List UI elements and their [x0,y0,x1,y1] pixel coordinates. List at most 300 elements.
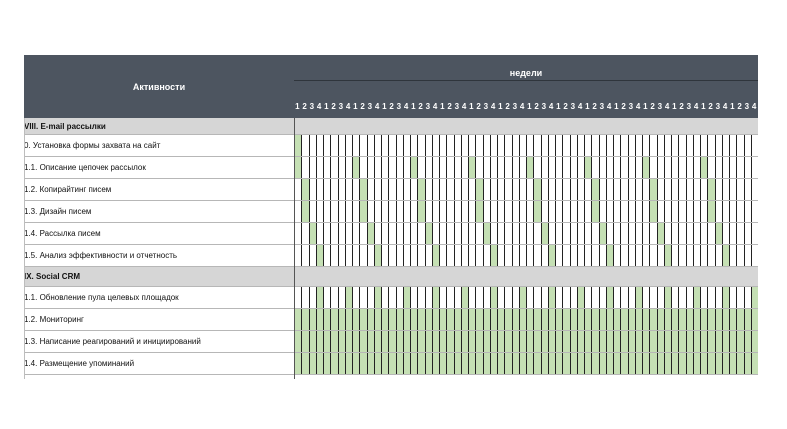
week-cell[interactable] [388,157,395,178]
scheduled-week-cell[interactable] [403,331,410,352]
scheduled-week-cell[interactable] [403,353,410,374]
scheduled-week-cell[interactable] [548,331,555,352]
week-cell[interactable] [475,245,482,266]
scheduled-week-cell[interactable] [729,309,736,330]
week-cell[interactable] [504,135,511,156]
week-cell[interactable] [693,245,700,266]
week-cell[interactable] [301,135,308,156]
week-cell[interactable] [548,201,555,222]
week-cell[interactable] [700,179,707,200]
week-cell[interactable] [446,135,453,156]
scheduled-week-cell[interactable] [577,353,584,374]
activity-row[interactable] [24,309,758,331]
week-cell[interactable] [744,135,751,156]
scheduled-week-cell[interactable] [570,331,577,352]
scheduled-week-cell[interactable] [577,331,584,352]
scheduled-week-cell[interactable] [374,331,381,352]
scheduled-week-cell[interactable] [707,353,714,374]
week-cell[interactable] [396,135,403,156]
scheduled-week-cell[interactable] [526,353,533,374]
scheduled-week-cell[interactable] [541,309,548,330]
week-cell[interactable] [657,201,664,222]
week-cell[interactable] [555,135,562,156]
scheduled-week-cell[interactable] [635,287,642,308]
week-cell[interactable] [620,201,627,222]
week-cell[interactable] [599,135,606,156]
week-cell[interactable] [512,157,519,178]
scheduled-week-cell[interactable] [541,331,548,352]
week-cell[interactable] [570,245,577,266]
scheduled-week-cell[interactable] [606,309,613,330]
week-cell[interactable] [439,287,446,308]
week-cell[interactable] [388,179,395,200]
scheduled-week-cell[interactable] [323,309,330,330]
week-cell[interactable] [570,135,577,156]
week-cell[interactable] [403,223,410,244]
week-cell[interactable] [497,287,504,308]
week-cell[interactable] [599,245,606,266]
week-cell[interactable] [613,135,620,156]
scheduled-week-cell[interactable] [396,331,403,352]
week-cell[interactable] [570,201,577,222]
week-cell[interactable] [367,287,374,308]
week-cell[interactable] [657,157,664,178]
scheduled-week-cell[interactable] [432,331,439,352]
scheduled-week-cell[interactable] [722,309,729,330]
week-cell[interactable] [649,245,656,266]
scheduled-week-cell[interactable] [519,331,526,352]
scheduled-week-cell[interactable] [533,331,540,352]
scheduled-week-cell[interactable] [649,309,656,330]
week-cell[interactable] [512,201,519,222]
week-cell[interactable] [686,223,693,244]
week-cell[interactable] [722,201,729,222]
week-cell[interactable] [751,135,758,156]
scheduled-week-cell[interactable] [316,287,323,308]
week-cell[interactable] [599,157,606,178]
week-cell[interactable] [555,201,562,222]
week-cell[interactable] [512,179,519,200]
scheduled-week-cell[interactable] [301,179,308,200]
week-cell[interactable] [381,223,388,244]
scheduled-week-cell[interactable] [417,201,424,222]
scheduled-week-cell[interactable] [751,353,758,374]
week-cell[interactable] [323,245,330,266]
week-cell[interactable] [533,245,540,266]
week-cell[interactable] [345,157,352,178]
scheduled-week-cell[interactable] [657,309,664,330]
activity-row[interactable] [24,331,758,353]
week-cell[interactable] [671,157,678,178]
week-cell[interactable] [483,135,490,156]
week-cell[interactable] [744,179,751,200]
week-cell[interactable] [584,245,591,266]
scheduled-week-cell[interactable] [649,201,656,222]
week-cell[interactable] [541,179,548,200]
week-cell[interactable] [635,135,642,156]
scheduled-week-cell[interactable] [410,309,417,330]
week-cell[interactable] [301,245,308,266]
scheduled-week-cell[interactable] [316,245,323,266]
week-cell[interactable] [367,201,374,222]
scheduled-week-cell[interactable] [294,353,301,374]
week-cell[interactable] [707,157,714,178]
week-cell[interactable] [620,179,627,200]
week-cell[interactable] [678,245,685,266]
scheduled-week-cell[interactable] [620,353,627,374]
scheduled-week-cell[interactable] [707,201,714,222]
scheduled-week-cell[interactable] [635,353,642,374]
week-cell[interactable] [700,135,707,156]
week-cell[interactable] [359,135,366,156]
week-cell[interactable] [468,287,475,308]
scheduled-week-cell[interactable] [410,353,417,374]
week-cell[interactable] [533,287,540,308]
week-cell[interactable] [512,135,519,156]
scheduled-week-cell[interactable] [678,353,685,374]
week-cell[interactable] [707,135,714,156]
scheduled-week-cell[interactable] [678,331,685,352]
scheduled-week-cell[interactable] [642,331,649,352]
weeks-header[interactable] [294,55,758,118]
week-cell[interactable] [330,157,337,178]
week-cell[interactable] [454,223,461,244]
scheduled-week-cell[interactable] [751,309,758,330]
week-cell[interactable] [548,157,555,178]
week-cell[interactable] [635,157,642,178]
scheduled-week-cell[interactable] [599,223,606,244]
scheduled-week-cell[interactable] [374,309,381,330]
scheduled-week-cell[interactable] [468,157,475,178]
week-cell[interactable] [475,135,482,156]
week-cell[interactable] [410,135,417,156]
scheduled-week-cell[interactable] [613,331,620,352]
scheduled-week-cell[interactable] [606,331,613,352]
week-cell[interactable] [693,135,700,156]
week-cell[interactable] [490,201,497,222]
scheduled-week-cell[interactable] [483,309,490,330]
scheduled-week-cell[interactable] [323,331,330,352]
scheduled-week-cell[interactable] [707,331,714,352]
scheduled-week-cell[interactable] [301,331,308,352]
week-cell[interactable] [483,201,490,222]
scheduled-week-cell[interactable] [512,353,519,374]
week-cell[interactable] [439,135,446,156]
scheduled-week-cell[interactable] [664,331,671,352]
week-cell[interactable] [352,201,359,222]
scheduled-week-cell[interactable] [751,287,758,308]
week-cell[interactable] [628,245,635,266]
week-cell[interactable] [562,179,569,200]
week-cell[interactable] [635,179,642,200]
scheduled-week-cell[interactable] [352,309,359,330]
scheduled-week-cell[interactable] [403,287,410,308]
scheduled-week-cell[interactable] [693,287,700,308]
week-cell[interactable] [562,157,569,178]
scheduled-week-cell[interactable] [432,353,439,374]
week-cell[interactable] [715,135,722,156]
week-cell[interactable] [744,201,751,222]
scheduled-week-cell[interactable] [359,201,366,222]
week-cell[interactable] [374,157,381,178]
week-cell[interactable] [323,223,330,244]
week-cell[interactable] [736,179,743,200]
scheduled-week-cell[interactable] [330,331,337,352]
scheduled-week-cell[interactable] [388,309,395,330]
week-cell[interactable] [715,157,722,178]
week-cell[interactable] [628,135,635,156]
week-cell[interactable] [403,135,410,156]
week-cell[interactable] [432,135,439,156]
week-cell[interactable] [700,201,707,222]
scheduled-week-cell[interactable] [591,331,598,352]
week-cell[interactable] [454,245,461,266]
week-cell[interactable] [613,223,620,244]
week-cell[interactable] [599,287,606,308]
scheduled-week-cell[interactable] [729,331,736,352]
week-cell[interactable] [359,287,366,308]
week-cell[interactable] [729,287,736,308]
week-cell[interactable] [562,223,569,244]
week-cell[interactable] [533,157,540,178]
scheduled-week-cell[interactable] [657,223,664,244]
week-cell[interactable] [330,201,337,222]
scheduled-week-cell[interactable] [396,309,403,330]
week-cell[interactable] [483,179,490,200]
scheduled-week-cell[interactable] [613,353,620,374]
week-cell[interactable] [425,179,432,200]
week-cell[interactable] [396,157,403,178]
week-cell[interactable] [388,201,395,222]
week-cell[interactable] [570,179,577,200]
week-cell[interactable] [649,157,656,178]
scheduled-week-cell[interactable] [359,179,366,200]
scheduled-week-cell[interactable] [548,245,555,266]
scheduled-week-cell[interactable] [562,353,569,374]
week-cell[interactable] [686,157,693,178]
scheduled-week-cell[interactable] [352,157,359,178]
scheduled-week-cell[interactable] [490,245,497,266]
week-cell[interactable] [338,223,345,244]
scheduled-week-cell[interactable] [715,223,722,244]
week-cell[interactable] [367,135,374,156]
week-cell[interactable] [381,245,388,266]
week-cell[interactable] [541,245,548,266]
scheduled-week-cell[interactable] [562,309,569,330]
week-cell[interactable] [678,179,685,200]
week-cell[interactable] [461,223,468,244]
week-cell[interactable] [403,157,410,178]
week-cell[interactable] [475,223,482,244]
scheduled-week-cell[interactable] [396,353,403,374]
scheduled-week-cell[interactable] [533,353,540,374]
scheduled-week-cell[interactable] [425,331,432,352]
scheduled-week-cell[interactable] [555,353,562,374]
week-cell[interactable] [707,287,714,308]
week-cell[interactable] [744,245,751,266]
week-cell[interactable] [338,135,345,156]
week-cell[interactable] [309,157,316,178]
week-cell[interactable] [526,201,533,222]
scheduled-week-cell[interactable] [309,309,316,330]
scheduled-week-cell[interactable] [700,157,707,178]
scheduled-week-cell[interactable] [490,309,497,330]
week-cell[interactable] [613,179,620,200]
week-cell[interactable] [628,223,635,244]
week-cell[interactable] [620,157,627,178]
scheduled-week-cell[interactable] [446,331,453,352]
week-cell[interactable] [475,287,482,308]
scheduled-week-cell[interactable] [715,331,722,352]
week-cell[interactable] [541,287,548,308]
week-cell[interactable] [664,157,671,178]
scheduled-week-cell[interactable] [490,353,497,374]
week-cell[interactable] [519,201,526,222]
week-cell[interactable] [446,201,453,222]
activity-row[interactable] [24,223,758,245]
scheduled-week-cell[interactable] [628,309,635,330]
week-cell[interactable] [555,287,562,308]
scheduled-week-cell[interactable] [512,309,519,330]
week-cell[interactable] [381,179,388,200]
week-cell[interactable] [577,201,584,222]
week-cell[interactable] [671,135,678,156]
week-cell[interactable] [657,287,664,308]
scheduled-week-cell[interactable] [686,309,693,330]
week-cell[interactable] [468,245,475,266]
scheduled-week-cell[interactable] [671,353,678,374]
week-cell[interactable] [497,245,504,266]
scheduled-week-cell[interactable] [700,353,707,374]
week-cell[interactable] [541,201,548,222]
week-cell[interactable] [729,245,736,266]
week-cell[interactable] [381,135,388,156]
scheduled-week-cell[interactable] [519,353,526,374]
scheduled-week-cell[interactable] [338,331,345,352]
scheduled-week-cell[interactable] [541,353,548,374]
week-cell[interactable] [417,223,424,244]
week-cell[interactable] [294,179,301,200]
week-cell[interactable] [490,135,497,156]
week-cell[interactable] [584,135,591,156]
week-cell[interactable] [649,135,656,156]
week-cell[interactable] [671,245,678,266]
week-cell[interactable] [606,135,613,156]
scheduled-week-cell[interactable] [628,353,635,374]
scheduled-week-cell[interactable] [483,331,490,352]
scheduled-week-cell[interactable] [490,287,497,308]
week-cell[interactable] [591,223,598,244]
week-cell[interactable] [555,245,562,266]
scheduled-week-cell[interactable] [577,287,584,308]
week-cell[interactable] [330,287,337,308]
scheduled-week-cell[interactable] [381,309,388,330]
scheduled-week-cell[interactable] [649,353,656,374]
week-cell[interactable] [396,287,403,308]
scheduled-week-cell[interactable] [642,157,649,178]
activity-row[interactable] [24,287,758,309]
scheduled-week-cell[interactable] [381,353,388,374]
week-cell[interactable] [729,201,736,222]
scheduled-week-cell[interactable] [345,287,352,308]
week-cell[interactable] [432,179,439,200]
week-cell[interactable] [620,223,627,244]
week-cell[interactable] [700,287,707,308]
scheduled-week-cell[interactable] [461,287,468,308]
scheduled-week-cell[interactable] [591,201,598,222]
week-cell[interactable] [454,179,461,200]
scheduled-week-cell[interactable] [606,245,613,266]
scheduled-week-cell[interactable] [570,309,577,330]
week-cell[interactable] [555,223,562,244]
week-cell[interactable] [599,201,606,222]
week-cell[interactable] [504,157,511,178]
week-cell[interactable] [642,287,649,308]
week-cell[interactable] [345,135,352,156]
week-cell[interactable] [620,135,627,156]
week-cell[interactable] [410,201,417,222]
week-cell[interactable] [301,223,308,244]
week-cell[interactable] [374,179,381,200]
scheduled-week-cell[interactable] [461,331,468,352]
week-cell[interactable] [577,245,584,266]
week-cell[interactable] [686,287,693,308]
scheduled-week-cell[interactable] [548,353,555,374]
activity-row[interactable] [24,353,758,375]
scheduled-week-cell[interactable] [707,179,714,200]
scheduled-week-cell[interactable] [446,353,453,374]
week-cell[interactable] [707,245,714,266]
week-cell[interactable] [693,201,700,222]
week-cell[interactable] [330,223,337,244]
week-cell[interactable] [519,223,526,244]
scheduled-week-cell[interactable] [338,353,345,374]
week-cell[interactable] [345,223,352,244]
scheduled-week-cell[interactable] [599,353,606,374]
week-cell[interactable] [301,157,308,178]
week-cell[interactable] [417,157,424,178]
scheduled-week-cell[interactable] [715,353,722,374]
week-cell[interactable] [678,135,685,156]
scheduled-week-cell[interactable] [504,353,511,374]
week-cell[interactable] [686,245,693,266]
scheduled-week-cell[interactable] [693,309,700,330]
week-cell[interactable] [504,201,511,222]
week-cell[interactable] [657,179,664,200]
week-cell[interactable] [599,179,606,200]
scheduled-week-cell[interactable] [461,309,468,330]
scheduled-week-cell[interactable] [410,331,417,352]
section-row[interactable] [24,118,758,135]
scheduled-week-cell[interactable] [700,331,707,352]
week-cell[interactable] [736,135,743,156]
scheduled-week-cell[interactable] [439,309,446,330]
scheduled-week-cell[interactable] [736,331,743,352]
week-cell[interactable] [519,245,526,266]
week-cell[interactable] [410,287,417,308]
week-cell[interactable] [606,157,613,178]
week-cell[interactable] [613,245,620,266]
week-cell[interactable] [338,201,345,222]
week-cell[interactable] [483,245,490,266]
week-cell[interactable] [345,179,352,200]
week-cell[interactable] [657,245,664,266]
week-cell[interactable] [736,201,743,222]
scheduled-week-cell[interactable] [381,331,388,352]
scheduled-week-cell[interactable] [722,287,729,308]
scheduled-week-cell[interactable] [468,353,475,374]
week-cell[interactable] [533,223,540,244]
